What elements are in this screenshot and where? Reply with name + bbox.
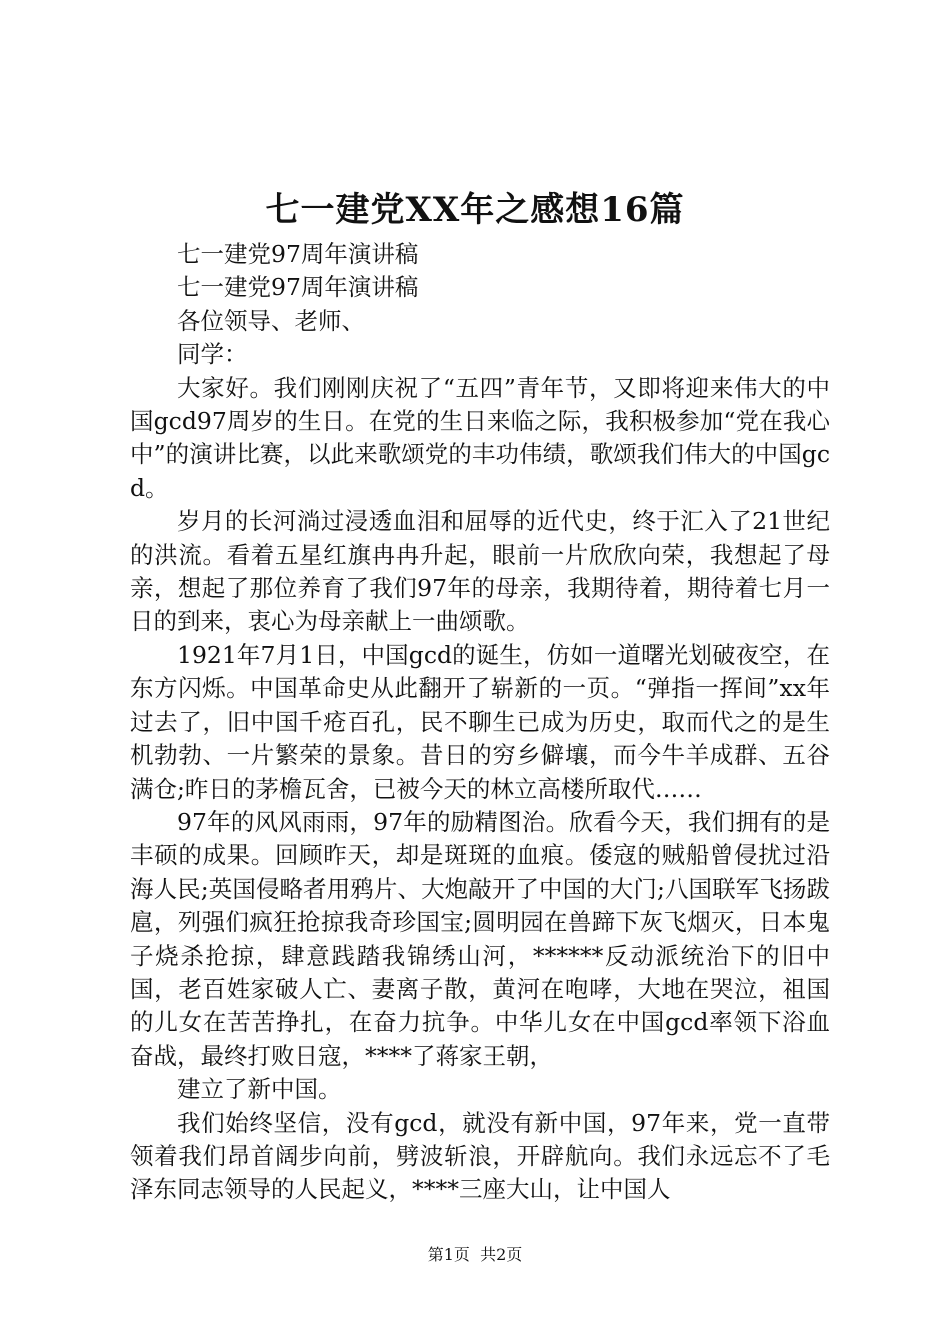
paragraph-struggle: 97年的风风雨雨，97年的励精图治。欣看今天，我们拥有的是丰硕的成果。回顾昨天，却是斑斑的血痕。倭寇的贼船曾侵扰过沿海人民;英国侵略者用鸦片、大炮敲开了中国的大门;八国联军飞扬跋扈，列强们疯狂抢掠我奇珍国宝;圆明园在兽蹄下灰飞烟灭，日本鬼子烧杀抢掠，肆意践踏我锦绣山河，******反动派统治下的旧中国，老百姓家破人亡、妻离子散，黄河在咆哮，大地在哭泣，祖国的儿女在苦苦挣扎，在奋力抗争。中华儿女在中国gcd率领下浴血奋战，最终打败日寇，****了蒋家王朝， [130,807,830,1070]
paragraph-belief: 我们始终坚信，没有gcd，就没有新中国，97年来，党一直带领着我们昂首阔步向前，劈波斩浪，开辟航向。我们永远忘不了毛泽东同志领导的人民起义，****三座大山，让中国人 [130,1108,830,1204]
paragraph-greeting: 大家好。我们刚刚庆祝了“五四”青年节，又即将迎来伟大的中国gcd97周岁的生日。在党的生日来临之际，我积极参加“党在我心中”的演讲比赛，以此来歌颂党的丰功伟绩，歌颂我们伟大的中国gcd。 [130,373,830,502]
document-title: 七一建党XX年之感想16篇 [265,190,685,230]
paragraph-speech-title-2: 七一建党97周年演讲稿 [177,273,419,302]
paragraph-founding: 1921年7月1日，中国gcd的诞生，仿如一道曙光划破夜空，在东方闪烁。中国革命史从此翻开了崭新的一页。“弹指一挥间”xx年过去了，旧中国千疮百孔，民不聊生已成为历史，取而代之的是生机勃勃、一片繁荣的景象。昔日的穷乡僻壤，而今牛羊成群、五谷满仓;昨日的茅檐瓦舍，已被今天的林立高楼所取代…… [130,640,830,803]
page-footer: 第1页 共2页 [427,1245,523,1264]
document-body [130,238,830,1207]
paragraph-salutation-cont: 同学： [177,340,248,369]
paragraph-history: 岁月的长河淌过浸透血泪和屈辱的近代史，终于汇入了21世纪的洪流。看着五星红旗冉冉升起，眼前一片欣欣向荣，我想起了母亲，想起了那位养育了我们97年的母亲，我期待着，期待着七月一日的到来，衷心为母亲献上一曲颂歌。 [130,507,830,636]
paragraph-speech-title-1: 七一建党97周年演讲稿 [177,240,419,268]
paragraph-new-china: 建立了新中国。 [177,1075,342,1104]
paragraph-salutation: 各位领导、老师、 [177,306,365,335]
